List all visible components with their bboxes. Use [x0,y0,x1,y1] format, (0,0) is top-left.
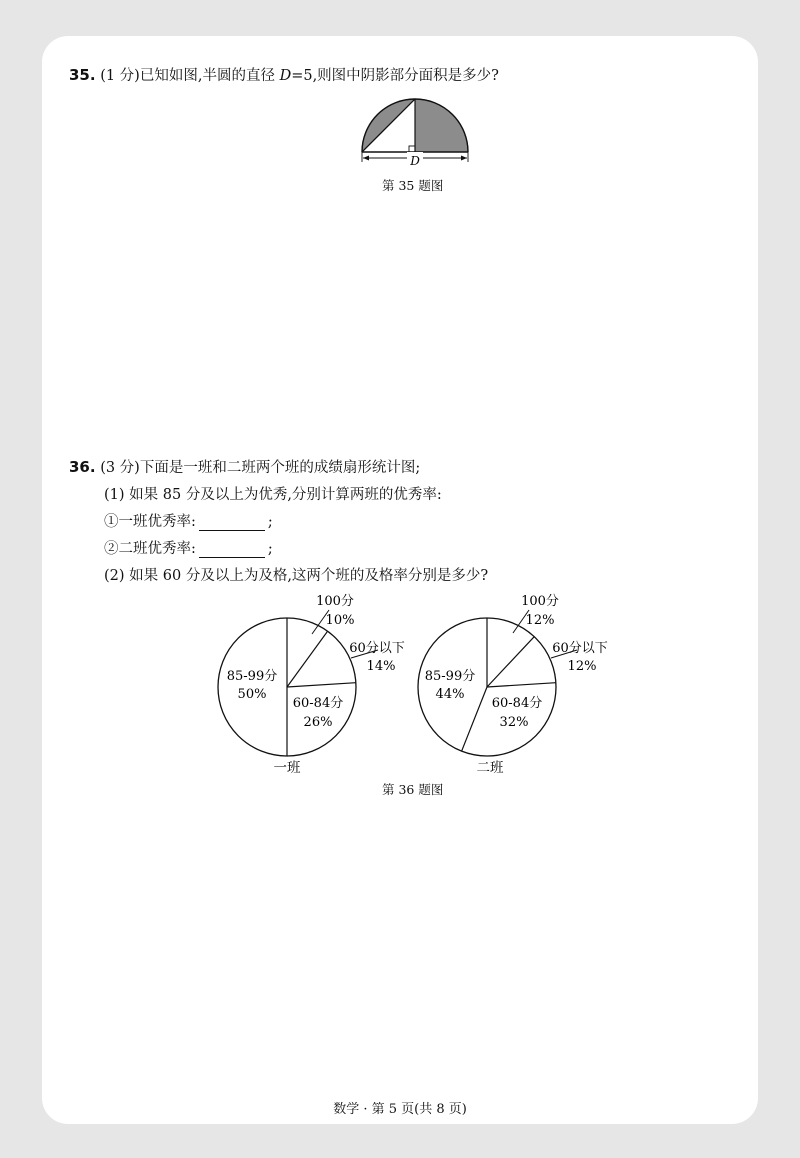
q36-sub1a-semicolon: ; [267,514,273,530]
value-slice-85-99-class1: 50% [237,687,267,702]
q35-caption: 第 35 题图 [382,178,444,193]
q36-stem: 36. (3 分)下面是一班和二班两个班的成绩扇形统计图; [69,458,421,476]
q35-text-a: 已知如图,半圆的直径 [139,68,280,84]
q36-text: 下面是一班和二班两个班的成绩扇形统计图; [139,460,421,476]
q36-pie-charts [42,36,758,836]
label-slice-60-84-class2: 60-84分 [491,696,543,711]
value-slice-below-60-class1: 14% [366,659,396,674]
value-slice-60-84-class1: 26% [303,715,333,730]
q35-d-label: D [410,154,420,168]
q36-sub1a-label: ①一班优秀率: [104,514,196,530]
pie-title-class2: 二班 [476,760,504,776]
label-slice-below-60-class2: 60分以下 [552,641,608,656]
q36-sub1b-label: ②二班优秀率: [104,541,196,557]
q35-stem: 35. (1 分)已知如图,半圆的直径 D=5,则图中阴影部分面积是多少? [69,66,499,84]
label-slice-100-class2: 100分 [521,594,559,609]
label-slice-below-60-class1: 60分以下 [349,641,405,656]
exam-page [42,36,758,1124]
label-slice-85-99-class1: 85-99分 [226,669,278,684]
value-slice-100-class2: 12% [525,613,555,628]
pie-chart-class2 [418,594,608,776]
q36-number: 36 [69,458,90,476]
label-slice-100-class1: 100分 [316,594,354,609]
label-slice-60-84-class1: 60-84分 [292,696,344,711]
value-slice-100-class1: 10% [325,613,355,628]
label-slice-85-99-class2: 85-99分 [424,669,476,684]
q36-sub1: (1) 如果 85 分及以上为优秀,分别计算两班的优秀率: [104,487,442,503]
page-footer: 数学 · 第 5 页(共 8 页) [333,1102,467,1117]
value-slice-60-84-class2: 32% [499,715,529,730]
q35-number: 35 [69,66,90,84]
q35-points: (1 分) [100,68,140,84]
q36-points: (3 分) [100,460,140,476]
q36-sub2: (2) 如果 60 分及以上为及格,这两个班的及格率分别是多少? [104,568,489,584]
q35-text-b: =5,则图中阴影部分面积是多少? [291,68,499,84]
q36-caption: 第 36 题图 [382,782,444,797]
value-slice-85-99-class2: 44% [435,687,465,702]
pie-chart-class1 [218,594,405,776]
value-slice-below-60-class2: 12% [567,659,597,674]
q36-sub1b-semicolon: ; [267,541,273,557]
q35-variable: D [279,68,292,84]
pie-title-class1: 一班 [273,760,301,776]
